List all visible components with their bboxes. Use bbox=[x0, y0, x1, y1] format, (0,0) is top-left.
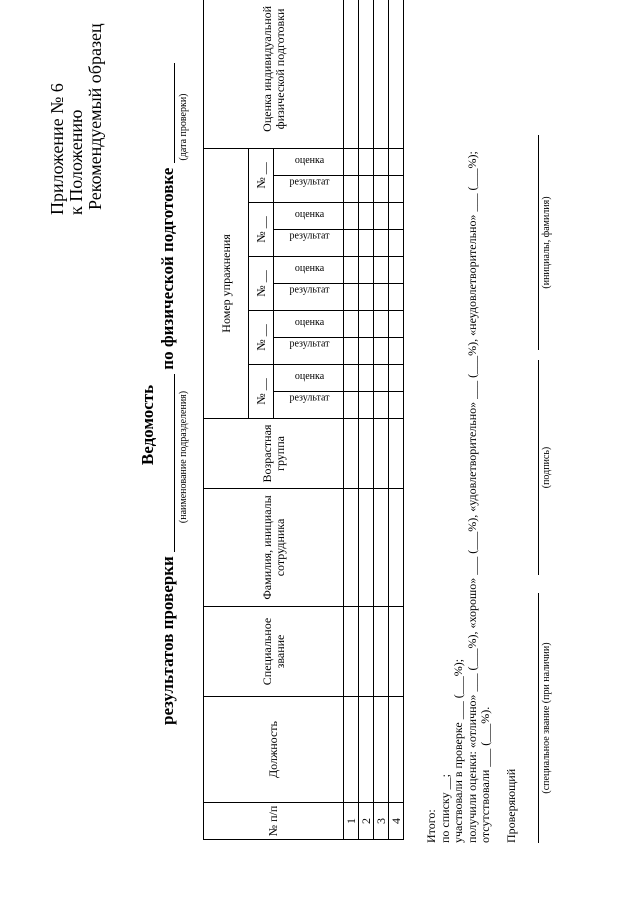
results-table bbox=[203, 0, 404, 840]
header-position: Должность bbox=[204, 697, 344, 803]
appendix-line-2: к Положению bbox=[66, 109, 86, 215]
checker-label: Проверяющий bbox=[504, 768, 518, 843]
row-number: 4 bbox=[389, 803, 404, 840]
title-physical: по физической подготовке bbox=[158, 167, 177, 370]
exercise-number-2: № __ bbox=[249, 311, 274, 365]
date-underline bbox=[174, 63, 175, 163]
exercise-number-5: № __ bbox=[249, 148, 274, 202]
subheader-result bbox=[274, 338, 344, 365]
header-exercises: Номер упражнения bbox=[204, 148, 249, 418]
result-label: результат bbox=[288, 176, 330, 188]
exercise-number-3: № __ bbox=[249, 257, 274, 311]
subheader-grade bbox=[274, 365, 344, 392]
table-row bbox=[374, 0, 389, 840]
exercise-number-4: № __ bbox=[249, 203, 274, 257]
sign-line bbox=[538, 360, 539, 575]
result-label: результат bbox=[288, 230, 330, 242]
grade-label: оценка bbox=[294, 262, 324, 274]
hint-sign: (подпись) bbox=[541, 446, 552, 489]
subheader-result bbox=[274, 392, 344, 419]
summary-total-label: Итого: bbox=[424, 809, 438, 843]
grade-label: оценка bbox=[294, 316, 324, 328]
row-number: 3 bbox=[374, 803, 389, 840]
row-number: 1 bbox=[344, 803, 359, 840]
subheader-grade bbox=[274, 311, 344, 338]
summary-absent: отсутствовали ___ (___%). bbox=[478, 706, 492, 843]
summary-block bbox=[425, 151, 493, 843]
grade-label: оценка bbox=[294, 208, 324, 220]
subheader-grade bbox=[274, 257, 344, 284]
header-rank: Специальное звание bbox=[204, 607, 344, 697]
result-label: результат bbox=[288, 392, 330, 404]
subheader-result bbox=[274, 284, 344, 311]
appendix-line-1: Приложение № 6 bbox=[47, 83, 67, 215]
header-name: Фамилия, инициалы сотрудника bbox=[204, 489, 344, 607]
subheader-result bbox=[274, 230, 344, 257]
result-label: результат bbox=[288, 338, 330, 350]
hint-name: (инициалы, фамилия) bbox=[541, 196, 552, 289]
hint-date: (дата проверки) bbox=[178, 93, 189, 161]
exercise-number-1: № __ bbox=[249, 365, 274, 419]
header-age: Возрастная группа bbox=[204, 419, 344, 489]
result-label: результат bbox=[288, 284, 330, 296]
subheader-grade bbox=[274, 148, 344, 175]
sample-label: Рекомендуемый образец bbox=[85, 23, 105, 210]
table-row bbox=[389, 0, 404, 840]
hint-rank: (специальное звание (при наличии) bbox=[541, 642, 552, 794]
grade-label: оценка bbox=[294, 370, 324, 382]
summary-listed: по списку __; bbox=[437, 774, 452, 843]
subheader-result bbox=[274, 176, 344, 203]
name-line bbox=[538, 135, 539, 350]
title-results: результатов проверки bbox=[158, 556, 177, 725]
hint-unit: (наименование подразделения) bbox=[178, 390, 189, 524]
title-line bbox=[158, 63, 178, 725]
summary-participated: участвовали в проверке ___ (___%); bbox=[451, 658, 465, 843]
rank-line bbox=[538, 593, 539, 843]
unit-underline bbox=[174, 374, 175, 552]
grade-label: оценка bbox=[294, 154, 324, 166]
appendix-header bbox=[48, 83, 86, 215]
table-row bbox=[344, 0, 359, 840]
document-title: Ведомость bbox=[138, 384, 157, 466]
header-num: № п/п bbox=[204, 803, 344, 840]
summary-grades: получили оценки: «отлично» ___ (___%), «хорошо» ___ (___%), «удовлетворительно» ___ (___%), «неудовлетворительно» ___ (___%); bbox=[464, 151, 479, 843]
subheader-grade bbox=[274, 203, 344, 230]
row-number: 2 bbox=[359, 803, 374, 840]
table-row bbox=[359, 0, 374, 840]
header-overall: Оценка индивидуальной физической подготовки bbox=[204, 0, 344, 148]
